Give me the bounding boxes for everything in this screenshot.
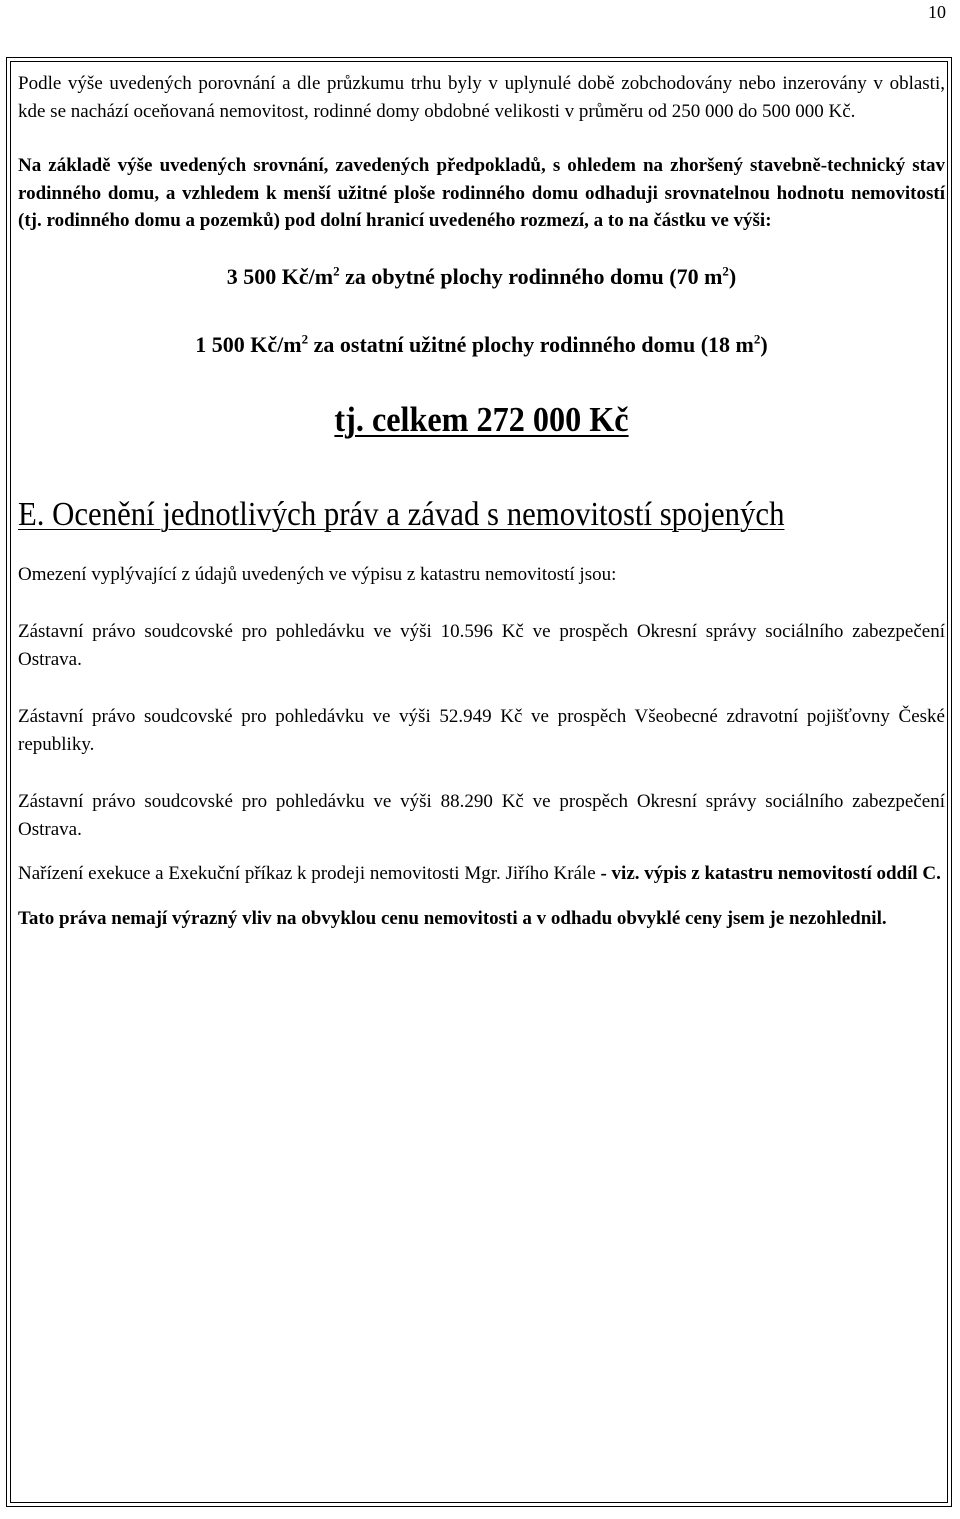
encumbrance-intro: Omezení vyplývající z údajů uvedených ve výpisu z katastru nemovitostí jsou: <box>18 563 617 585</box>
market-comparison-paragraph: Podle výše uvedených porovnání a dle průzkumu trhu byly v uplynulé době zobchodovány nebo inzerovány v oblasti, kde se nachází oceňovaná nemovitost, rodinné domy obdobné velikosti v průměru od 250 000 do 500 000 Kč. <box>18 73 945 122</box>
lien-item-3: Zástavní právo soudcovské pro pohledávku ve výši 88.290 Kč ve prospěch Okresní správy sociálního zabezpečení Ostrava. <box>18 791 945 840</box>
rate-line-living-b: za obytné plochy rodinného domu (70 m <box>339 263 723 289</box>
rate-line-other-sup1: 2 <box>301 331 309 347</box>
lien-item-1: Zástavní právo soudcovské pro pohledávku ve výši 10.596 Kč ve prospěch Okresní správy sociálního zabezpečení Ostrava. <box>18 621 945 670</box>
valuation-paragraph: Na základě výše uvedených srovnání, zavedených předpokladů, s ohledem na zhoršený stavebně-technický stav rodinného domu, a vzhledem k menší užitné ploše rodinného domu odhaduji srovnatelnou hodnotu nemovitostí (tj. rodinného domu a pozemků) pod dolní hranicí uvedeného rozmezí, a to na částku ve výši: <box>18 155 945 231</box>
conclusion-paragraph: Tato práva nemají výrazný vliv na obvyklou cenu nemovitosti a v odhadu obvyklé ceny jsem je nezohlednil. <box>18 907 887 929</box>
rate-line-other-a: 1 500 Kč/m <box>195 332 302 357</box>
document-content <box>18 70 945 932</box>
rate-line-living-sup2: 2 <box>722 263 729 279</box>
total-value: tj. celkem 272 000 Kč <box>334 399 629 439</box>
section-heading: E. Ocenění jednotlivých práv a závad s nemovitostí spojených <box>18 495 785 533</box>
rate-line-living <box>18 263 945 291</box>
rate-line-other-b: za ostatní užitné plochy rodinného domu (18 m <box>308 332 754 357</box>
rate-line-living-sup1: 2 <box>333 263 340 279</box>
rate-line-living-a: 3 500 Kč/m <box>226 263 334 289</box>
execution-item <box>18 860 945 888</box>
execution-text: Nařízení exekuce a Exekuční příkaz k prodeji nemovitosti Mgr. Jiřího Krále <box>18 863 601 884</box>
page-number: 10 <box>928 2 946 22</box>
lien-item-2: Zástavní právo soudcovské pro pohledávku ve výši 52.949 Kč ve prospěch Všeobecné zdravotní pojišťovny České republiky. <box>18 706 945 755</box>
rate-line-other-c: ) <box>760 332 768 357</box>
rate-line-living-c: ) <box>728 263 737 289</box>
execution-reference: - viz. výpis z katastru nemovitostí oddíl C. <box>600 863 941 884</box>
rate-line-other-sup2: 2 <box>753 331 761 347</box>
rate-line-other <box>18 331 945 359</box>
